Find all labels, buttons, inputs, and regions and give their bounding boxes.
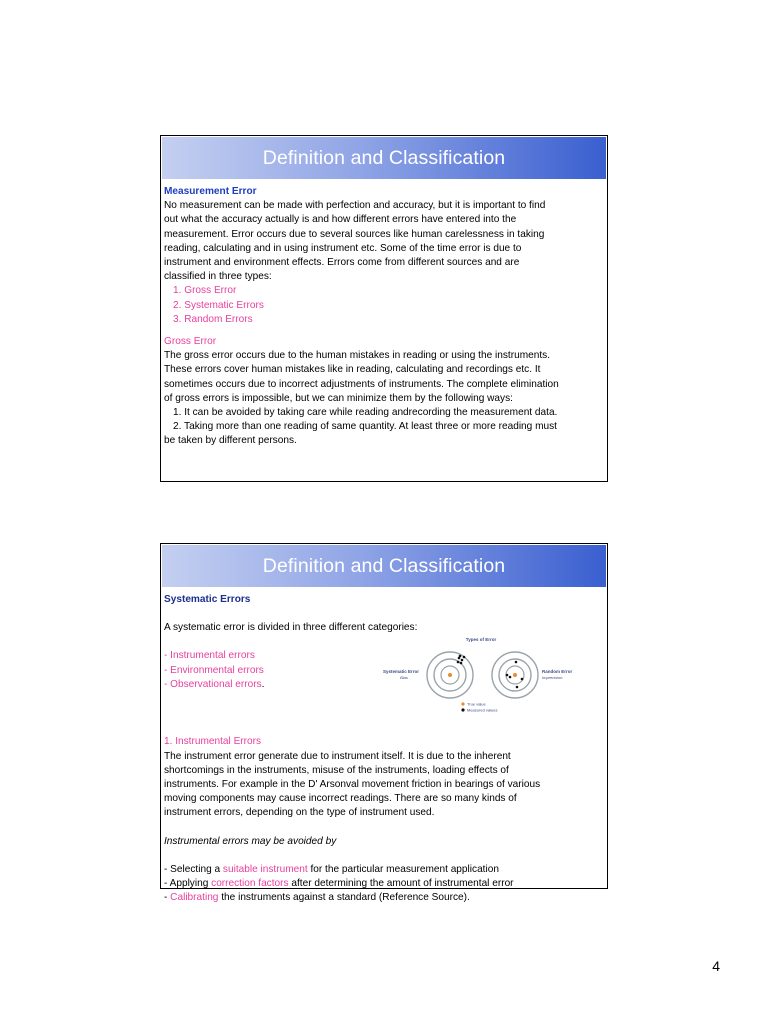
text-line: of gross errors is impossible, but we can minimize them by the following ways: (164, 392, 513, 404)
text-line: instrument and environment effects. Errors come from different sources and are (164, 257, 520, 269)
slide-2 (160, 543, 608, 904)
measured-dot (463, 656, 466, 659)
types-of-error-figure (361, 635, 603, 731)
type-item-systematic: 2. Systematic Errors (173, 299, 264, 311)
category-instrumental: - Instrumental errors (164, 650, 255, 662)
measured-dot (459, 655, 462, 658)
slide-1 (160, 135, 608, 482)
true-value-dot (448, 673, 452, 677)
true-value-dot (513, 673, 517, 677)
types-of-error-diagram (361, 635, 603, 731)
measured-dot (457, 661, 460, 664)
legend-measured-dot (461, 709, 464, 712)
slide-1-title-bar (162, 137, 606, 179)
avoided-by-text: Instrumental errors may be avoided by (164, 835, 337, 847)
gross-error-paragraph (164, 349, 603, 406)
category-environmental: - Environmental errors (164, 664, 264, 676)
text-line: out what the accuracy actually is and how different errors have entered into the (164, 214, 517, 226)
category-observational: - Observational errors (164, 678, 262, 690)
category-observational-line (164, 678, 361, 692)
type-item-gross: 1. Gross Error (173, 285, 237, 297)
text-line: The instrument error generate due to instrument itself. It is due to the inherent (164, 750, 511, 762)
diagram-title: Types of Error (465, 637, 497, 643)
legend-measured: Measured values (467, 707, 498, 713)
bullet-calibrating: - Calibrating the instruments against a standard (Reference Source). (164, 892, 470, 904)
measured-dot (460, 662, 463, 665)
measured-dot (516, 686, 519, 689)
systematic-errors-heading: Systematic Errors (164, 594, 251, 605)
way-item-1: 1. It can be avoided by taking care while reading andrecording the measurement data. (173, 407, 558, 419)
slide-2-title-bar (162, 545, 606, 587)
measured-dot (506, 674, 509, 677)
type-item-random: 3. Random Errors (173, 313, 253, 325)
text-line: reading, calculating and in using instrument etc. Some of the time error is due to (164, 242, 522, 254)
bullet-correction-factors: - Applying correction factors after determining the amount of instrumental error (164, 878, 514, 890)
text-line: moving components may cause incorrect readings. There are so many kinds of (164, 793, 517, 805)
way-item-2-continued: be taken by different persons. (164, 435, 297, 447)
bullet-suitable-instrument: - Selecting a suitable instrument for the particular measurement application (164, 863, 499, 875)
systematic-target (427, 652, 473, 698)
text-line: measurement. Error occurs due to several sources like human carelessness in taking (164, 228, 545, 240)
random-sub: Imprecision (542, 675, 563, 681)
measured-dot (509, 676, 512, 679)
text-line: instrument errors, depending on the type of instrument used. (164, 807, 435, 819)
category-period: . (261, 678, 265, 690)
systematic-sub: Bias (400, 675, 408, 681)
random-target (492, 652, 538, 698)
text-line: These errors cover human mistakes like in reading, calculating and recordings etc. It (164, 364, 541, 376)
systematic-label: Systematic Error (382, 669, 420, 675)
systematic-intro: A systematic error is divided in three different categories: (164, 622, 418, 634)
measurement-error-paragraph (164, 199, 603, 284)
page-number: 4 (712, 958, 720, 974)
legend-true: True value (467, 701, 486, 707)
text-line: instruments. For example in the D' Arsonval movement friction in bearings of various (164, 779, 541, 791)
random-label: Random Error (542, 669, 573, 675)
legend-true-dot (461, 703, 464, 706)
text-line: sometimes occurs due to incorrect adjustments of instruments. The complete elimination (164, 378, 559, 390)
measured-dot (461, 659, 464, 662)
slide-1-content (161, 180, 607, 449)
way-item-2: 2. Taking more than one reading of same quantity. At least three or more reading must (173, 421, 557, 433)
instrumental-errors-heading: 1. Instrumental Errors (164, 736, 262, 748)
measured-dot (521, 678, 524, 681)
text-line: The gross error occurs due to the human mistakes in reading or using the instruments. (164, 350, 550, 362)
text-line: shortcomings in the instruments, misuse of the instruments, loading effects of (164, 764, 509, 776)
text-line: classified in three types: (164, 271, 272, 283)
slide-2-title: Definition and Classification (262, 554, 506, 577)
measured-dot (515, 661, 518, 664)
instrumental-errors-paragraph (164, 750, 603, 821)
categories-list (164, 635, 361, 731)
categories-row (164, 635, 603, 731)
slide-2-content (161, 588, 607, 905)
slide-1-title: Definition and Classification (262, 146, 506, 169)
gross-error-heading: Gross Error (164, 336, 217, 348)
measurement-error-heading: Measurement Error (164, 186, 257, 197)
text-line: No measurement can be made with perfection and accuracy, but it is important to find (164, 200, 546, 212)
